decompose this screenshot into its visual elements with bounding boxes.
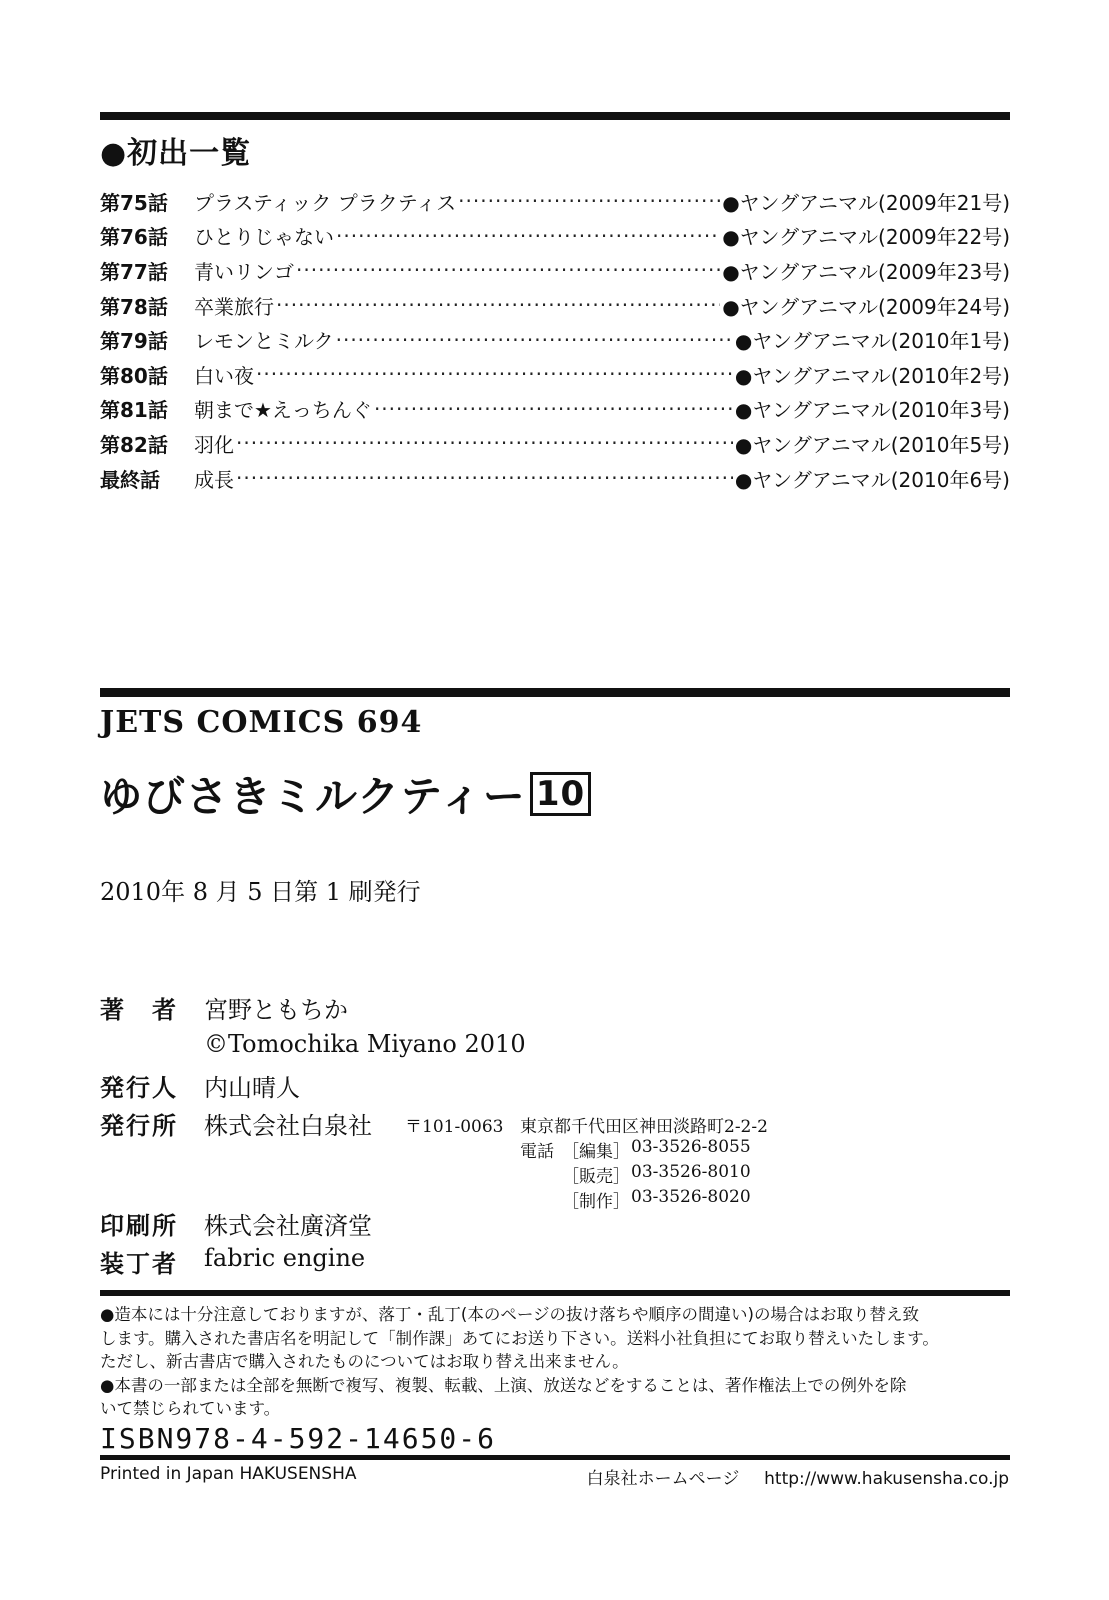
episode-number: 第75話 <box>100 190 168 215</box>
episode-row <box>100 322 1010 357</box>
first-appearance-title: ●初出一覧 <box>100 136 252 171</box>
episode-number: 第79話 <box>100 329 168 354</box>
postal-code: 〒101-0063 <box>405 1117 504 1137</box>
episode-source: ●ヤングアニマル(2010年5号) <box>734 432 1010 457</box>
middle-rule <box>100 688 1010 697</box>
leader-dots <box>374 397 733 421</box>
episode-title: 卒業旅行 <box>194 294 274 319</box>
episode-row <box>100 357 1010 392</box>
episode-number: 第81話 <box>100 398 168 423</box>
episode-row <box>100 184 1010 219</box>
episode-row <box>100 219 1010 254</box>
episode-title: 青いリンゴ <box>194 259 294 284</box>
episode-title: 羽化 <box>194 432 234 457</box>
phone-number: 03-3526-8010 <box>631 1162 751 1182</box>
episode-row <box>100 392 1010 427</box>
printed-in: Printed in Japan HAKUSENSHA <box>100 1464 357 1484</box>
episode-list <box>100 184 1010 495</box>
publisher-name: 株式会社白泉社 <box>204 1112 372 1140</box>
episode-number: 最終話 <box>100 467 160 492</box>
publication-date: 2010年 8 月 5 日第 1 刷発行 <box>100 878 421 906</box>
episode-title: 白い夜 <box>194 363 254 388</box>
author-label: 著 者 <box>100 996 178 1024</box>
copyright: ©Tomochika Miyano 2010 <box>204 1030 526 1058</box>
notice-line: いて禁じられています。 <box>100 1399 281 1418</box>
book-title <box>100 764 591 824</box>
episode-title: プラスティック プラクティス <box>194 190 457 215</box>
book-title-text: ゆびさきミルクティー <box>100 772 526 821</box>
notice-line: します。購入された書店名を明記して「制作課」あてにお送り下さい。送料小社負担にてお取り替えいたします。 <box>100 1328 939 1348</box>
episode-source: ●ヤングアニマル(2010年2号) <box>734 363 1010 388</box>
printer-name: 株式会社廣済堂 <box>204 1212 372 1240</box>
series-name: JETS COMICS 694 <box>100 705 423 740</box>
volume-number: 10 <box>530 772 591 816</box>
phone-dept: ［編集］ <box>562 1142 630 1162</box>
episode-number: 第77話 <box>100 259 168 284</box>
designer-label: 装丁者 <box>100 1250 178 1278</box>
publisher-person: 内山晴人 <box>204 1074 300 1102</box>
episode-source: ●ヤングアニマル(2009年23号) <box>722 259 1010 284</box>
publisher-address: 東京都千代田区神田淡路町2-2-2 <box>520 1117 768 1137</box>
episode-number: 第80話 <box>100 363 168 388</box>
phone-label: 電話 <box>520 1142 554 1162</box>
leader-dots <box>256 362 733 386</box>
phone-number: 03-3526-8055 <box>631 1137 751 1157</box>
episode-source: ●ヤングアニマル(2010年6号) <box>734 467 1010 492</box>
homepage-url: http://www.hakusensha.co.jp <box>764 1469 1009 1489</box>
notice-rule <box>100 1290 1010 1296</box>
leader-dots <box>276 293 720 317</box>
leader-dots <box>336 224 720 248</box>
bottom-rule <box>100 1455 1010 1460</box>
episode-title: レモンとミルク <box>194 329 334 354</box>
leader-dots <box>458 189 720 213</box>
author-name: 宮野ともちか <box>204 996 348 1024</box>
episode-row <box>100 426 1010 461</box>
episode-source: ●ヤングアニマル(2009年24号) <box>722 294 1010 319</box>
episode-source: ●ヤングアニマル(2010年3号) <box>734 398 1010 423</box>
episode-number: 第78話 <box>100 294 168 319</box>
top-rule <box>100 112 1010 120</box>
publisher-label: 発行所 <box>100 1112 178 1140</box>
legal-notice <box>100 1303 1015 1421</box>
episode-title: ひとりじゃない <box>194 225 334 250</box>
episode-row <box>100 461 1010 496</box>
notice-line: ●本書の一部または全部を無断で複写、複製、転載、上演、放送などをすることは、著作権法上での例外を除 <box>100 1375 907 1395</box>
episode-source: ●ヤングアニマル(2009年21号) <box>722 190 1010 215</box>
homepage-info <box>587 1464 1009 1489</box>
episode-title: 朝まで★えっちんぐ <box>194 398 372 423</box>
printer-label: 印刷所 <box>100 1212 178 1240</box>
episode-row <box>100 288 1010 323</box>
designer-name: fabric engine <box>204 1244 366 1272</box>
episode-source: ●ヤングアニマル(2010年1号) <box>734 329 1010 354</box>
leader-dots <box>336 328 733 352</box>
leader-dots <box>296 258 720 282</box>
phone-dept: ［販売］ <box>562 1167 630 1187</box>
leader-dots <box>236 431 733 455</box>
leader-dots <box>236 466 733 490</box>
episode-row <box>100 253 1010 288</box>
phone-number: 03-3526-8020 <box>631 1187 751 1207</box>
notice-line: ●造本には十分注意しておりますが、落丁・乱丁(本のページの抜け落ちや順序の間違い)の場合はお取り替え致 <box>100 1305 919 1324</box>
notice-line: ただし、新古書店で購入されたものについてはお取り替え出来ません。 <box>100 1352 629 1371</box>
episode-number: 第82話 <box>100 432 168 457</box>
episode-source: ●ヤングアニマル(2009年22号) <box>722 225 1010 250</box>
homepage-label: 白泉社ホームページ <box>586 1469 740 1489</box>
episode-title: 成長 <box>194 467 234 492</box>
phone-dept: ［制作］ <box>562 1192 630 1212</box>
episode-number: 第76話 <box>100 225 168 250</box>
publisher-person-label: 発行人 <box>100 1074 178 1102</box>
isbn: ISBN978-4-592-14650-6 <box>100 1422 497 1455</box>
